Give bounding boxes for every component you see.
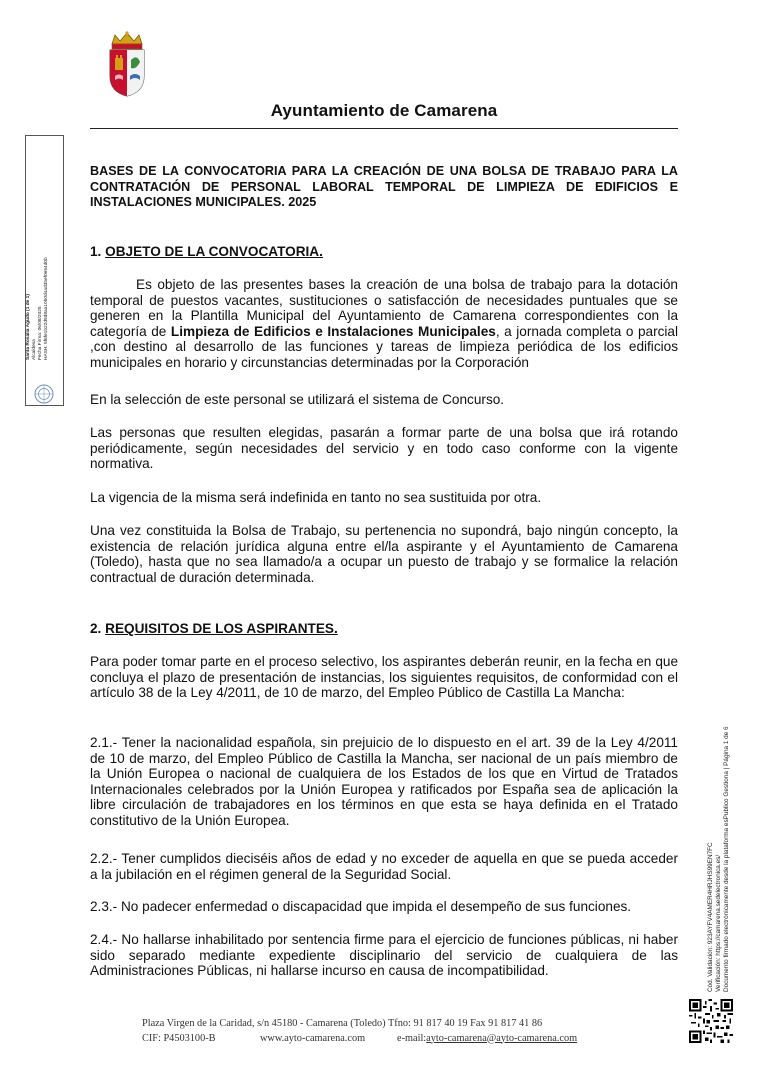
footer-email-link[interactable]: ayto-camarena@ayto-camarena.com: [426, 1032, 578, 1044]
header-divider: [90, 128, 678, 129]
section-1-paragraph-3: Las personas que resulten elegidas, pasarán a formar parte de una bolsa que irá rotando periódicamente, según necesidades del servicio y en todo caso conforme con la vigente normativa.: [90, 425, 678, 472]
footer-address: Plaza Virgen de la Caridad, s/n 45180 - Camarena (Toledo) Tfno: 91 817 40 19 Fax 91 817 41 86: [142, 1018, 543, 1029]
footer-website[interactable]: www.ayto-camarena.com: [260, 1032, 366, 1044]
section-1-heading: [90, 244, 323, 259]
category-emphasis: Limpieza de Edificios e Instalaciones Municipales: [170, 323, 496, 339]
document-title: BASES DE LA CONVOCATORIA PARA LA CREACIÓN DE UNA BOLSA DE TRABAJO PARA LA CONTRATACIÓN DE PERSONAL LABORAL TEMPORAL DE LIMPIEZA DE EDIFICIOS E INSTALACIONES MUNICIPALES. 2025: [90, 164, 678, 210]
requirement-2-1: 2.1.- Tener la nacionalidad española, sin prejuicio de lo dispuesto en el art. 39 de la Ley 4/2011 de 10 de marzo, del Empleo Público de Castilla la Mancha, ser nacional de un país miembro de la Unión Europea o nacional de cualquiera de los Estados de los que en Virtud de Tratados Internacionales celebrados por la Unión Europea y ratificados por España sea de aplicación la libre circulación de trabajadores en los términos en que esta se haya definida en el Tratado constitutivo de la Unión Europea.: [90, 735, 678, 828]
footer-contact-row: [142, 1032, 612, 1047]
paragraph-text: , a jornada completa o parcial ,con destino al desarrollo de las funciones y tareas de limpieza periódica de los edificios municipales en horario y circunstancias determinadas por la Corporación: [90, 323, 679, 370]
paragraph-text: Es objeto de las presentes bases la creación de una bolsa de trabajo para la dotación temporal de puestos vacantes, sustituciones o satisfacción de necesidades puntuales que se generen en la Plantilla Municipal del Ayuntamiento de Camarena correspondientes con la categoría de: [90, 277, 678, 339]
requirement-2-2: 2.2.- Tener cumplidos dieciséis años de edad y no exceder de aquella en que se pueda acceder a la jubilación en el régimen general de la Seguridad Social.: [90, 851, 678, 882]
page-footer: [142, 1017, 612, 1046]
section-1-paragraph-5: Una vez constituida la Bolsa de Trabajo, su pertenencia no supondrá, bajo ningún concepto, la existencia de relación jurídica alguna entre el/la aspirante y el Ayuntamiento de Camarena (Toledo), hasta que no sea llamado/a a ocupar un puesto de trabajo y se formalice la relación contractual de duración determinada.: [90, 523, 678, 585]
electronic-signature-note: Documento firmado electrónicamente desde la plataforma esPublico Gestiona | Página 1 de 6: [723, 726, 730, 992]
signature-stamp-text: [26, 220, 50, 360]
section-2-title: REQUISITOS DE LOS ASPIRANTES.: [105, 621, 338, 636]
organization-name: Ayuntamiento de Camarena: [270, 101, 498, 120]
municipal-crest-logo: [106, 30, 148, 98]
verification-text: [707, 662, 731, 992]
section-2-number: 2.: [90, 621, 102, 636]
footer-email-label: e-mail:: [397, 1032, 427, 1044]
section-2-intro: Para poder tomar parte en el proceso selectivo, los aspirantes deberán reunir, en la fecha en que concluya el plazo de presentación de instancias, los siguientes requisitos, de conformidad con el artículo 38 de la Ley 4/2011, de 10 de marzo, del Empleo Público de Castilla La Mancha:: [90, 654, 678, 701]
section-1-number: 1.: [90, 244, 102, 259]
validation-code: Cód. Validación: 923AYFV4AMER4HRJHS99EN7FC: [707, 842, 714, 992]
section-1-title: OBJETO DE LA CONVOCATORIA.: [105, 244, 323, 259]
qr-code-icon: [689, 999, 733, 1043]
section-1-paragraph-4: La vigencia de la misma será indefinida en tanto no sea sustituida por otra.: [90, 490, 542, 505]
signature-seal-icon: [33, 383, 55, 405]
footer-cif: CIF: P4503100-B: [142, 1032, 216, 1044]
section-2-heading: [90, 621, 338, 636]
section-1-paragraph-1: [90, 277, 678, 371]
verification-url: Verificación: https://camarena.sedelectronica.es/: [715, 854, 722, 992]
signature-hash: HASH: 5f6fe1b22d9d8aa10b0d4ad3bef0e54d0b: [44, 257, 49, 360]
section-1-paragraph-2: En la selección de este personal se utilizará el sistema de Concurso.: [90, 392, 505, 407]
signature-date: Fecha Firma: 06/08/2025: [38, 306, 43, 360]
requirement-2-3: 2.3.- No padecer enfermedad o discapacidad que impida el desempeño de sus funciones.: [90, 899, 632, 914]
requirement-2-4: 2.4.- No hallarse inhabilitado por sentencia firme para el ejercicio de funciones públicas, ni haber sido separado mediante expediente disciplinario del servicio de cualquiera de las Administraciones Públicas, ni hallarse incurso en causa de incompatibilidad.: [90, 932, 678, 979]
signer-role: Alcaldesa: [32, 339, 37, 360]
signer-name: Santa Rosalía Agudo (1 de 1): [26, 294, 31, 360]
